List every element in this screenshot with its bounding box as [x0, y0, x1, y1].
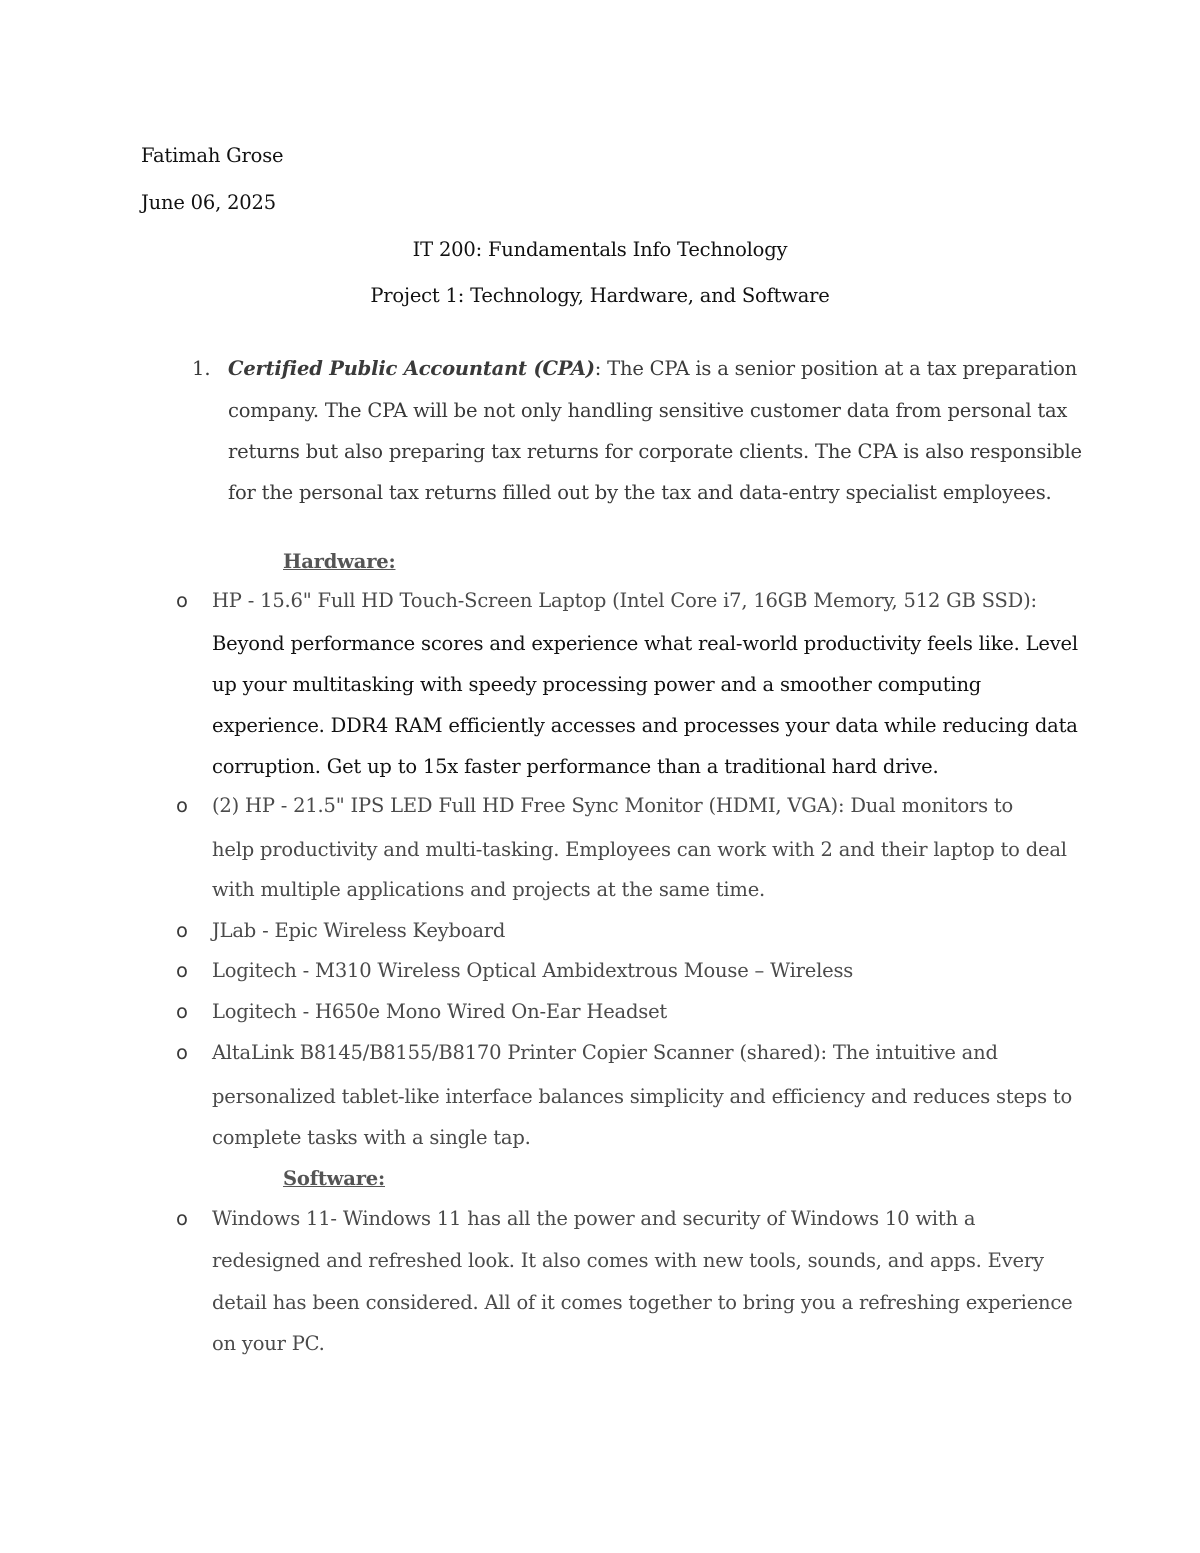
bullet-marker: o: [176, 959, 188, 982]
hardware-item-2-line-1: (2) HP - 21.5" IPS LED Full HD Free Sync Monitor (HDMI, VGA): Dual monitors to: [212, 794, 1014, 817]
software-item-1-line-3: detail has been considered. All of it comes together to bring you a refreshing experience: [212, 1291, 1073, 1314]
course-title: IT 200: Fundamentals Info Technology: [412, 238, 788, 261]
hardware-item-2-line-3: with multiple applications and projects at the same time.: [212, 878, 766, 901]
hardware-item-3: JLab - Epic Wireless Keyboard: [212, 919, 506, 942]
bullet-marker: o: [176, 1207, 188, 1230]
hardware-heading: Hardware:: [283, 550, 396, 573]
hardware-item-1-line-4: experience. DDR4 RAM efficiently accesses and processes your data while reducing data: [212, 714, 1078, 737]
bullet-marker: o: [176, 589, 188, 612]
hardware-item-1-line-3: up your multitasking with speedy processing power and a smoother computing: [212, 673, 982, 696]
project-title: Project 1: Technology, Hardware, and Software: [370, 284, 830, 307]
section1-line-3: returns but also preparing tax returns for corporate clients. The CPA is also responsible: [228, 440, 1082, 463]
hardware-item-4: Logitech - M310 Wireless Optical Ambidextrous Mouse – Wireless: [212, 959, 854, 982]
author-name: Fatimah Grose: [141, 144, 284, 167]
hardware-item-6-line-2: personalized tablet-like interface balances simplicity and efficiency and reduces steps to: [212, 1085, 1073, 1108]
hardware-item-6-line-1: AltaLink B8145/B8155/B8170 Printer Copier Scanner (shared): The intuitive and: [212, 1041, 998, 1064]
hardware-item-1-line-1: HP - 15.6" Full HD Touch-Screen Laptop (Intel Core i7, 16GB Memory, 512 GB SSD):: [212, 589, 1037, 612]
bullet-marker: o: [176, 919, 188, 942]
hardware-item-1-line-2: Beyond performance scores and experience what real-world productivity feels like. Level: [212, 632, 1078, 655]
bullet-marker: o: [176, 1041, 188, 1064]
role-intro: : The CPA is a senior position at a tax preparation: [594, 357, 1078, 380]
section1-line-1: [228, 357, 1077, 381]
software-heading: Software:: [283, 1167, 385, 1190]
hardware-item-5: Logitech - H650e Mono Wired On-Ear Headset: [212, 1000, 668, 1023]
software-item-1-line-4: on your PC.: [212, 1332, 325, 1355]
bullet-marker: o: [176, 794, 188, 817]
bullet-marker: o: [176, 1000, 188, 1023]
section1-line-2: company. The CPA will be not only handling sensitive customer data from personal tax: [228, 399, 1068, 422]
role-title: Certified Public Accountant (CPA): [228, 357, 595, 380]
hardware-item-1-line-5: corruption. Get up to 15x faster performance than a traditional hard drive.: [212, 755, 939, 778]
hardware-item-2-line-2: help productivity and multi-tasking. Employees can work with 2 and their laptop to deal: [212, 838, 1067, 861]
hardware-item-6-line-3: complete tasks with a single tap.: [212, 1126, 531, 1149]
software-item-1-line-2: redesigned and refreshed look. It also comes with new tools, sounds, and apps. Every: [212, 1249, 1044, 1272]
section1-line-4: for the personal tax returns filled out by the tax and data-entry specialist employees.: [228, 481, 1052, 504]
document-date: June 06, 2025: [141, 191, 276, 214]
software-item-1-line-1: Windows 11- Windows 11 has all the power and security of Windows 10 with a: [212, 1207, 976, 1230]
list-number: 1.: [192, 357, 211, 380]
